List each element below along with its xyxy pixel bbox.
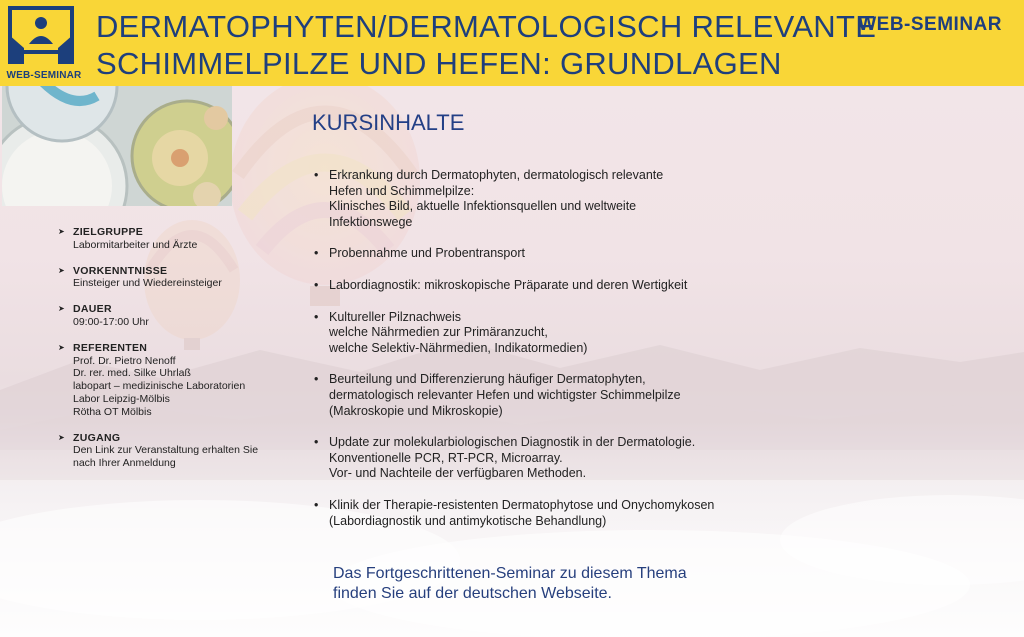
list-item xyxy=(312,498,772,529)
page-title xyxy=(96,8,877,82)
title-line: SCHIMMELPILZE UND HEFEN: GRUNDLAGEN xyxy=(96,46,782,81)
bullet-icon: • xyxy=(314,435,319,450)
list-item-line: welche Nährmedien zur Primäranzucht, xyxy=(329,325,548,340)
footer-line: Das Fortgeschrittenen-Seminar zu diesem Thema xyxy=(333,565,687,582)
list-item-line: Hefen und Schimmelpilze: xyxy=(329,183,475,198)
list-item-line: Konventionelle PCR, RT-PCR, Microarray. xyxy=(329,450,563,465)
bullet-icon: • xyxy=(314,497,319,512)
arrow-bullet-icon: ➤ xyxy=(58,432,65,442)
bullet-icon: • xyxy=(314,372,319,387)
sidebar-section xyxy=(58,226,288,252)
bullet-icon: • xyxy=(314,277,319,292)
list-item xyxy=(312,168,772,230)
bullet-icon: • xyxy=(314,168,319,182)
list-item-line: welche Selektiv-Nährmedien, Indikatormedien) xyxy=(329,340,588,355)
presenter-screen-icon xyxy=(4,4,78,70)
course-content-list xyxy=(312,168,772,545)
footer-line: finden Sie auf der deutschen Webseite. xyxy=(333,585,612,602)
sidebar-section xyxy=(58,342,288,419)
header-bar xyxy=(0,0,1024,86)
list-item-line: (Labordiagnostik und antimykotische Behandlung) xyxy=(329,513,607,528)
list-item xyxy=(312,372,772,419)
bullet-icon: • xyxy=(314,309,319,324)
list-item-line: Beurteilung und Differenzierung häufiger Dermatophyten, xyxy=(329,372,646,387)
sidebar-section xyxy=(58,303,288,329)
list-item xyxy=(312,278,772,294)
logo-label: WEB-SEMINAR xyxy=(6,70,82,81)
sidebar-section-line: Labor Leipzig-Mölbis xyxy=(73,392,170,405)
info-sidebar xyxy=(58,226,288,483)
sidebar-section-heading: VORKENNTNISSE xyxy=(73,264,168,277)
section-heading: KURSINHALTE xyxy=(312,110,465,135)
sidebar-section-heading: ZUGANG xyxy=(73,431,121,444)
arrow-bullet-icon: ➤ xyxy=(58,265,65,275)
list-item-line: Labordiagnostik: mikroskopische Präparate und deren Wertigkeit xyxy=(329,277,688,292)
sidebar-section-line: Labormitarbeiter und Ärzte xyxy=(73,238,198,251)
arrow-bullet-icon: ➤ xyxy=(58,342,65,352)
arrow-bullet-icon: ➤ xyxy=(58,227,65,236)
sidebar-section xyxy=(58,265,288,291)
sidebar-section xyxy=(58,432,288,470)
list-item-line: Klinisches Bild, aktuelle Infektionsquellen und weltweite xyxy=(329,199,637,214)
list-item xyxy=(312,246,772,262)
list-item-line: Klinik der Therapie-resistenten Dermatophytose und Onychomykosen xyxy=(329,497,715,512)
sidebar-section-line: Prof. Dr. Pietro Nenoff xyxy=(73,354,176,367)
list-item-line: (Makroskopie und Mikroskopie) xyxy=(329,403,503,418)
footer-note xyxy=(333,564,803,604)
web-seminar-logo xyxy=(4,4,82,82)
list-item-line: Erkrankung durch Dermatophyten, dermatologisch relevante xyxy=(329,168,664,182)
list-item-line: Kultureller Pilznachweis xyxy=(329,309,462,324)
list-item-line: Infektionswege xyxy=(329,214,413,229)
arrow-bullet-icon: ➤ xyxy=(58,304,65,314)
sidebar-section-line: Den Link zur Veranstaltung erhalten Sie xyxy=(73,444,259,457)
bullet-icon: • xyxy=(314,246,319,261)
list-item-line: Update zur molekularbiologischen Diagnostik in der Dermatologie. xyxy=(329,435,696,450)
list-item-line: Probennahme und Probentransport xyxy=(329,246,525,261)
petri-dish-photo xyxy=(2,86,232,206)
list-item-line: Vor- und Nachteile der verfügbaren Methoden. xyxy=(329,466,587,481)
sidebar-section-line: Einsteiger und Wiedereinsteiger xyxy=(73,277,222,290)
sidebar-section-heading: ZIELGRUPPE xyxy=(73,226,144,238)
list-item xyxy=(312,435,772,482)
sidebar-section-heading: DAUER xyxy=(73,303,112,316)
web-seminar-tag: WEB-SEMINAR xyxy=(858,14,1002,35)
title-line: DERMATOPHYTEN/DERMATOLOGISCH RELEVANTE xyxy=(96,9,877,44)
sidebar-section-line: labopart – medizinische Laboratorien xyxy=(73,380,246,393)
sidebar-section-line: nach Ihrer Anmeldung xyxy=(73,457,176,470)
sidebar-section-line: 09:00-17:00 Uhr xyxy=(73,315,149,328)
sidebar-section-heading: REFERENTEN xyxy=(73,341,148,354)
list-item-line: dermatologisch relevanter Hefen und wichtigster Schimmelpilze xyxy=(329,387,681,402)
list-item xyxy=(312,310,772,357)
sidebar-section-line: Rötha OT Mölbis xyxy=(73,405,152,418)
sidebar-section-line: Dr. rer. med. Silke Uhrlaß xyxy=(73,367,191,380)
